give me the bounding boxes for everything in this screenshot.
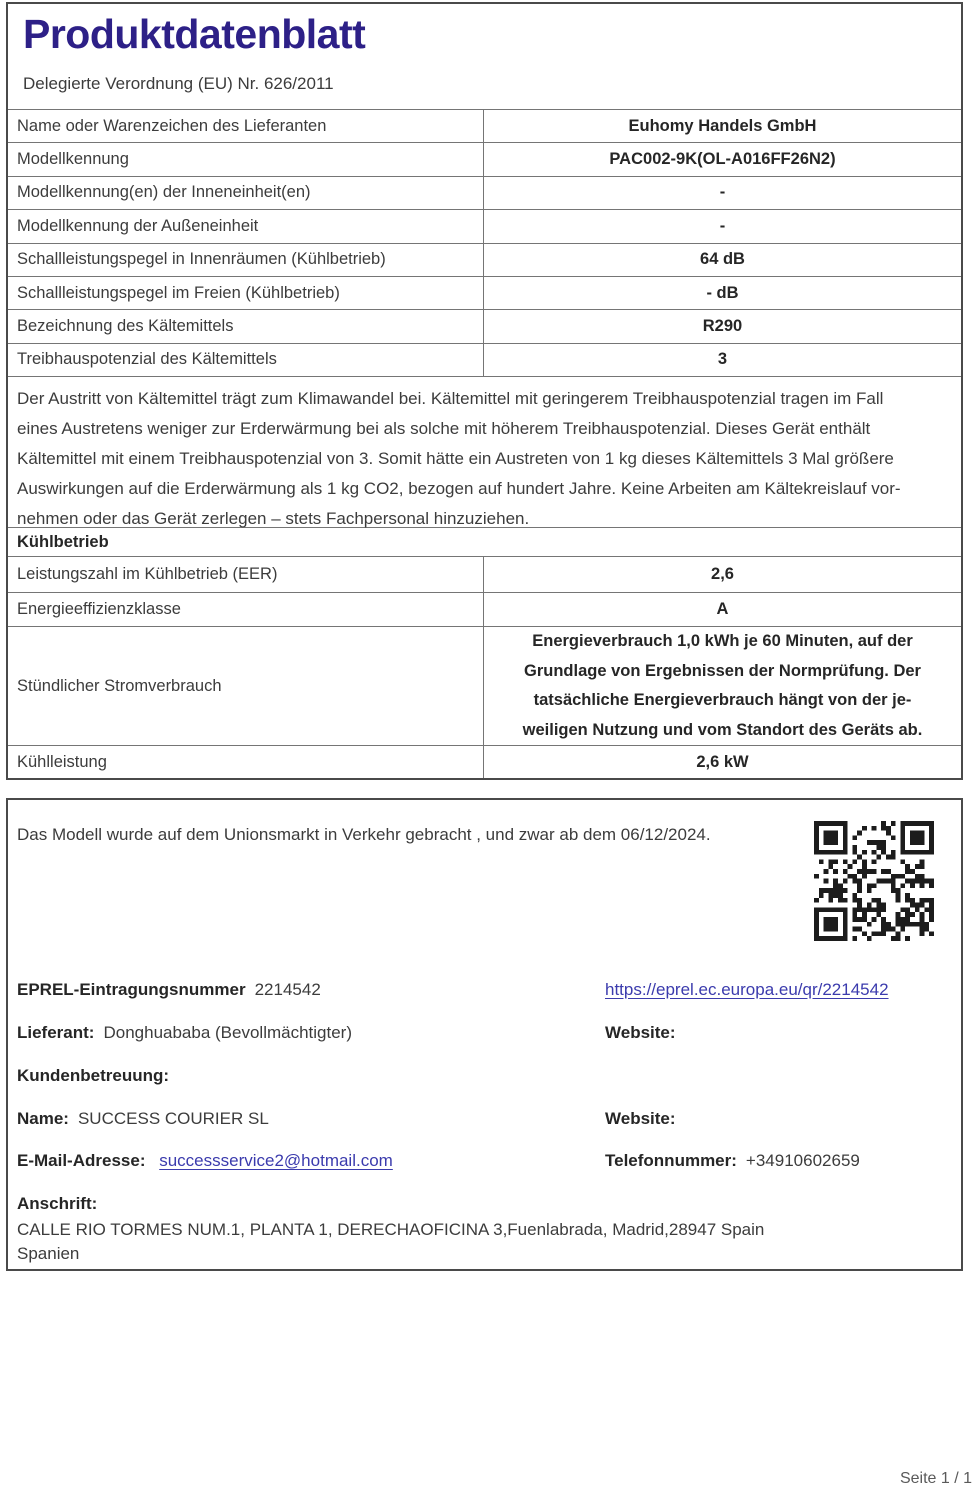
- table-row: [8, 243, 961, 276]
- table-row: [8, 556, 961, 592]
- row-value: 3: [483, 344, 961, 376]
- value-line: Grundlage von Ergebnissen der Normprüfung. Der: [524, 661, 921, 680]
- customer-service-label: Kundenbetreuung:: [17, 1066, 170, 1085]
- eprel-label: EPREL-Eintragungsnummer: [17, 980, 246, 999]
- eprel-link[interactable]: https://eprel.ec.europa.eu/qr/2214542: [605, 980, 889, 999]
- row-value: Euhomy Handels GmbH: [483, 110, 961, 142]
- refrigerant-note: [8, 376, 961, 527]
- value-line: weiligen Nutzung und vom Standort des Geräts ab.: [522, 720, 923, 739]
- supplier-value: Donghuababa (Bevollmächtigter): [103, 1023, 353, 1042]
- row-label: Treibhauspotenzial des Kältemittels: [17, 350, 277, 369]
- name-label: Name:: [17, 1109, 69, 1128]
- row-value: 2,6 kW: [483, 746, 961, 778]
- email-row: [17, 1151, 952, 1171]
- note-line: Auswirkungen auf die Erderwärmung als 1 kg CO2, bezogen auf hundert Jahre. Keine Arbeiten am Kältekreislauf vor-: [17, 479, 901, 499]
- row-label: Schallleistungspegel im Freien (Kühlbetrieb): [17, 283, 340, 302]
- row-label: Energieeffizienzklasse: [17, 600, 181, 619]
- row-label: Stündlicher Stromverbrauch: [17, 676, 222, 695]
- row-value: R290: [483, 310, 961, 342]
- website-label: Website:: [605, 1023, 676, 1042]
- row-label: Leistungszahl im Kühlbetrieb (EER): [17, 565, 278, 584]
- row-value: 64 dB: [483, 244, 961, 276]
- row-value: -: [483, 210, 961, 242]
- page-number: Seite 1 / 1: [899, 1470, 972, 1487]
- market-info-box: [6, 798, 963, 1271]
- email-label: E-Mail-Adresse:: [17, 1151, 146, 1170]
- table-row: [8, 176, 961, 209]
- name-value: SUCCESS COURIER SL: [77, 1109, 269, 1128]
- note-line: eines Austretens weniger zur Erderwärmung bei als solche mit höherem Treibhauspotenzial. Dieses Gerät enthält: [17, 419, 871, 439]
- eprel-number: 2214542: [254, 980, 321, 999]
- table-row: [8, 343, 961, 376]
- table-row: [8, 745, 961, 778]
- value-line: Energieverbrauch 1,0 kWh je 60 Minuten, auf der: [532, 632, 913, 651]
- table-row: [8, 276, 961, 309]
- address-line: Spanien: [17, 1244, 80, 1263]
- row-value: 2,6: [483, 557, 961, 592]
- row-label: Schallleistungspegel in Innenräumen (Kühlbetrieb): [17, 250, 386, 269]
- row-label: Bezeichnung des Kältemittels: [17, 317, 234, 336]
- row-label: Kühlleistung: [17, 752, 107, 771]
- row-value: - dB: [483, 277, 961, 309]
- regulation-subtitle: Delegierte Verordnung (EU) Nr. 626/2011: [23, 74, 334, 94]
- row-label: Name oder Warenzeichen des Lieferanten: [17, 116, 327, 135]
- row-value: A: [483, 593, 961, 626]
- note-line: Kältemittel mit einem Treibhauspotenzial von 3. Somit hätte ein Austreten von 1 kg dieses Kältemittels 3 Mal größere: [17, 449, 894, 469]
- table-row: [8, 592, 961, 626]
- row-label: Modellkennung: [17, 150, 129, 169]
- website-label: Website:: [605, 1109, 676, 1128]
- row-value: PAC002-9K(OL-A016FF26N2): [483, 143, 961, 175]
- product-datasheet-table: [6, 2, 963, 780]
- page-title: Produktdatenblatt: [23, 11, 366, 57]
- section-header-cooling: Kühlbetrieb: [8, 527, 961, 556]
- eprel-row: [17, 980, 952, 1000]
- table-row: [8, 626, 961, 745]
- customer-service-row: [17, 1066, 952, 1086]
- value-line: tatsächliche Energieverbrauch hängt von der je-: [533, 691, 912, 710]
- market-statement: Das Modell wurde auf dem Unionsmarkt in Verkehr gebracht , und zwar ab dem 06/12/2024.: [17, 825, 711, 844]
- table-row: [8, 209, 961, 242]
- row-value: [483, 627, 961, 745]
- address-label: Anschrift:: [17, 1194, 98, 1213]
- datasheet-header: [8, 4, 961, 109]
- phone-value: +34910602659: [745, 1151, 860, 1170]
- note-line: Der Austritt von Kältemittel trägt zum Klimawandel bei. Kältemittel mit geringerem Treibhauspotenzial tragen im Fall: [17, 389, 884, 409]
- name-row: [17, 1109, 952, 1129]
- address-line: CALLE RIO TORMES NUM.1, PLANTA 1, DERECHAOFICINA 3,Fuenlabrada, Madrid,28947 Spain: [17, 1220, 765, 1239]
- table-row: [8, 109, 961, 142]
- row-label: Modellkennung der Außeneinheit: [17, 216, 259, 235]
- table-row: [8, 142, 961, 175]
- supplier-label: Lieferant:: [17, 1023, 95, 1042]
- phone-label: Telefonnummer:: [605, 1151, 737, 1170]
- email-link[interactable]: successservice2@hotmail.com: [159, 1151, 393, 1170]
- address-row: [17, 1194, 952, 1214]
- note-line: nehmen oder das Gerät zerlegen – stets Fachpersonal hinzuziehen.: [17, 509, 530, 529]
- qr-code: [814, 821, 934, 941]
- row-label: Modellkennung(en) der Inneneinheit(en): [17, 183, 311, 202]
- table-row: [8, 309, 961, 342]
- supplier-row: [17, 1023, 952, 1043]
- row-value: -: [483, 177, 961, 209]
- hourly-consumption-text: [484, 627, 961, 745]
